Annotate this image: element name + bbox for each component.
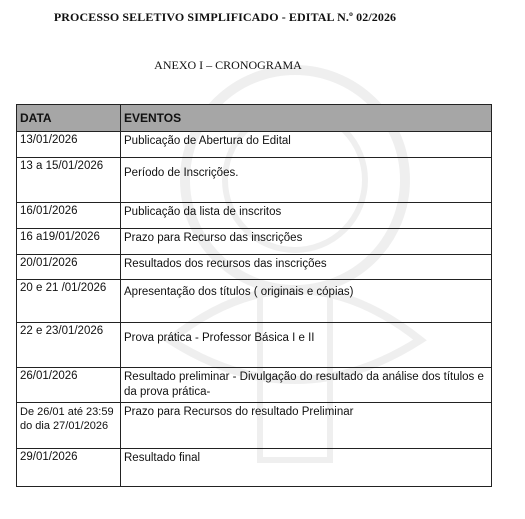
cell-event: Publicação da lista de inscritos bbox=[121, 203, 492, 229]
table-row bbox=[17, 449, 492, 487]
cell-date: 22 e 23/01/2026 bbox=[17, 323, 121, 368]
cell-date: 20/01/2026 bbox=[17, 255, 121, 280]
cell-event: Resultado preliminar - Divulgação do resultado da análise dos títulos e da prova prática- bbox=[121, 368, 492, 403]
table-row bbox=[17, 280, 492, 323]
cell-date: 16 a19/01/2026 bbox=[17, 229, 121, 255]
column-header-events: EVENTOS bbox=[121, 105, 492, 132]
cell-date: 13 a 15/01/2026 bbox=[17, 158, 121, 203]
cell-date: 26/01/2026 bbox=[17, 368, 121, 403]
cell-event: Prazo para Recursos do resultado Preliminar bbox=[121, 403, 492, 449]
cell-event: Apresentação dos títulos ( originais e cópias) bbox=[121, 280, 492, 323]
schedule-table bbox=[16, 104, 492, 487]
cell-date: 16/01/2026 bbox=[17, 203, 121, 229]
document-subtitle: ANEXO I – CRONOGRAMA bbox=[154, 58, 302, 72]
cell-event: Resultados dos recursos das inscrições bbox=[121, 255, 492, 280]
column-header-date: DATA bbox=[17, 105, 121, 132]
table-row bbox=[17, 368, 492, 403]
table-header-row bbox=[17, 105, 492, 132]
table-row bbox=[17, 203, 492, 229]
table-row bbox=[17, 255, 492, 280]
cell-date: 20 e 21 /01/2026 bbox=[17, 280, 121, 323]
cell-event: Resultado final bbox=[121, 449, 492, 487]
cell-event: Prova prática - Professor Básica I e II bbox=[121, 323, 492, 368]
table-row bbox=[17, 323, 492, 368]
cell-event: Publicação de Abertura do Edital bbox=[121, 132, 492, 158]
document-title: PROCESSO SELETIVO SIMPLIFICADO - EDITAL N.º 02/2026 bbox=[53, 10, 397, 24]
cell-event: Prazo para Recurso das inscrições bbox=[121, 229, 492, 255]
cell-date: 13/01/2026 bbox=[17, 132, 121, 158]
cell-date: De 26/01 até 23:59 do dia 27/01/2026 bbox=[17, 403, 121, 449]
table-row bbox=[17, 158, 492, 203]
cell-date: 29/01/2026 bbox=[17, 449, 121, 487]
cell-event: Período de Inscrições. bbox=[121, 158, 492, 203]
table-row bbox=[17, 132, 492, 158]
table-row bbox=[17, 229, 492, 255]
table-row bbox=[17, 403, 492, 449]
